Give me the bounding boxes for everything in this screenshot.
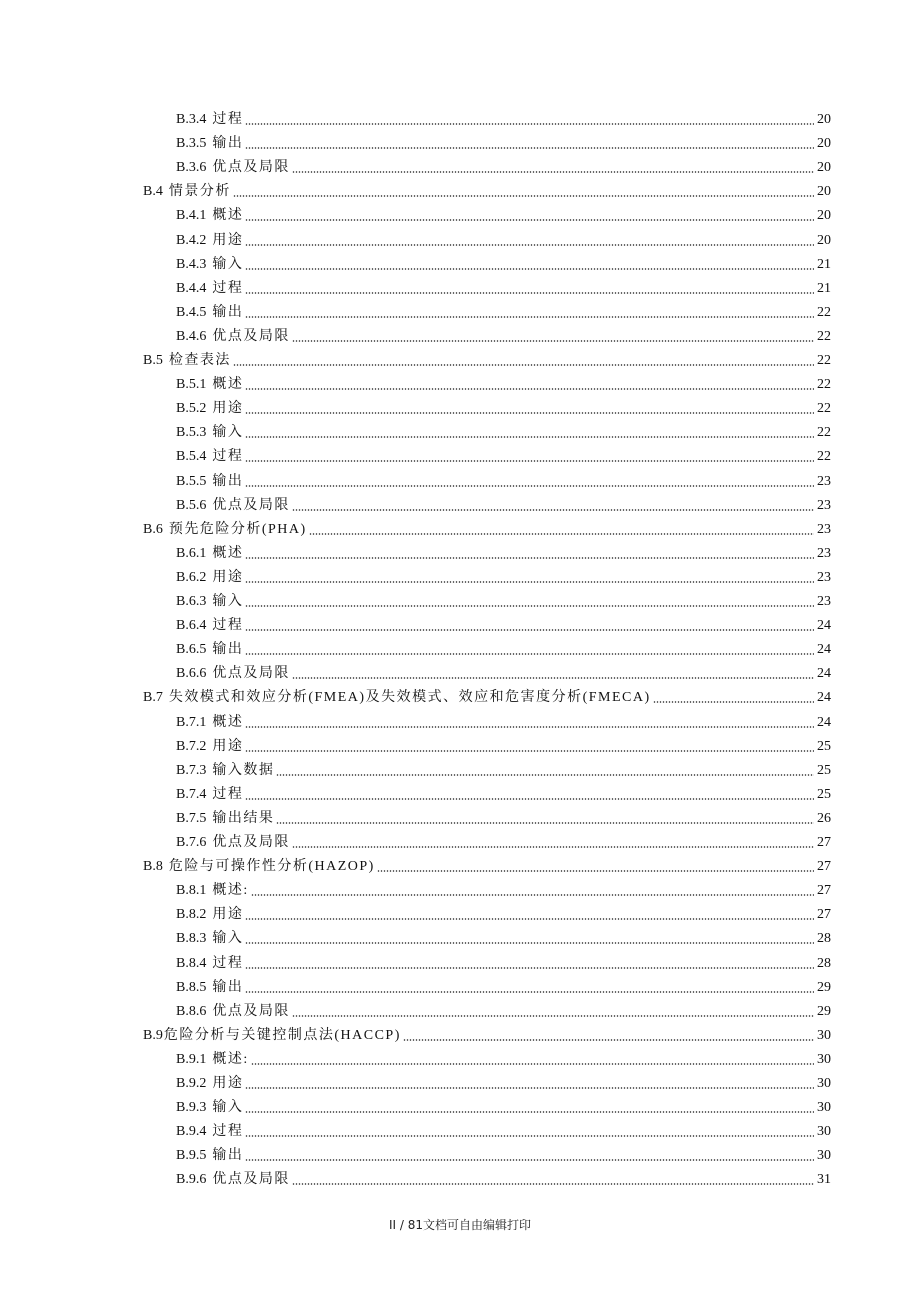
toc-entry-number: B.4 xyxy=(143,184,163,200)
toc-entry-title: 危险与可操作性分析(HAZOP) xyxy=(168,859,375,875)
toc-dot-leader xyxy=(233,195,814,197)
toc-entry-title: 过程 xyxy=(212,280,244,296)
toc-entry-title: 优点及局限 xyxy=(212,160,290,176)
toc-entry[interactable] xyxy=(176,327,831,347)
toc-dot-leader xyxy=(403,1039,814,1041)
toc-dot-leader xyxy=(276,774,814,776)
toc-entry-title: 情景分析 xyxy=(168,184,231,200)
toc-entry-title: 危险分析与关键控制点法(HACCP) xyxy=(163,1027,401,1043)
toc-entry-page: 29 xyxy=(817,979,831,995)
toc-entry-number: B.5 xyxy=(143,353,163,368)
toc-entry-title: 过程 xyxy=(212,955,244,971)
toc-entry[interactable] xyxy=(176,158,831,178)
toc-entry-page: 23 xyxy=(817,569,831,585)
toc-dot-leader xyxy=(245,653,814,655)
toc-entry-title: 用途 xyxy=(212,1076,244,1091)
toc-entry-page: 23 xyxy=(817,594,831,609)
toc-entry[interactable] xyxy=(176,785,831,805)
toc-entry[interactable] xyxy=(176,134,831,154)
toc-entry-number: B.9 xyxy=(143,1027,163,1043)
toc-dot-leader xyxy=(245,412,814,414)
toc-entry-number: B.8.4 xyxy=(176,955,207,971)
toc-dot-leader xyxy=(245,1111,814,1113)
toc-entry-number: B.6 xyxy=(143,521,163,537)
toc-entry-number: B.3.5 xyxy=(176,136,207,152)
toc-entry-page: 20 xyxy=(817,232,831,248)
toc-dot-leader xyxy=(653,701,814,703)
toc-entry-title: 输出 xyxy=(212,304,244,320)
toc-entry-number: B.4.4 xyxy=(176,280,207,296)
toc-entry-number: B.8 xyxy=(143,859,163,875)
toc-entry-page: 31 xyxy=(817,1172,831,1188)
toc-entry[interactable] xyxy=(176,713,831,733)
toc-entry[interactable] xyxy=(143,688,831,708)
toc-entry-page: 27 xyxy=(817,883,831,899)
toc-entry-number: B.4.3 xyxy=(176,256,207,272)
toc-entry-title: 概述 xyxy=(212,545,244,561)
toc-entry[interactable] xyxy=(176,1170,831,1190)
toc-entry-number: B.3.4 xyxy=(176,112,207,127)
toc-dot-leader xyxy=(245,991,814,993)
toc-entry-number: B.9.4 xyxy=(176,1124,207,1140)
toc-entry-number: B.9.3 xyxy=(176,1100,207,1116)
toc-entry[interactable] xyxy=(176,303,831,323)
toc-entry-number: B.7 xyxy=(143,690,163,706)
toc-entry[interactable] xyxy=(176,833,831,853)
toc-entry[interactable] xyxy=(176,954,831,974)
toc-entry-title: 输入 xyxy=(212,425,244,441)
toc-entry-page: 23 xyxy=(817,545,831,561)
toc-entry-number: B.5.6 xyxy=(176,497,207,513)
toc-entry-title: 概述: xyxy=(212,1051,249,1067)
toc-entry-number: B.5.3 xyxy=(176,425,207,441)
toc-entry-number: B.6.5 xyxy=(176,642,207,658)
toc-entry[interactable] xyxy=(176,472,831,492)
toc-dot-leader xyxy=(245,123,814,125)
toc-entry-number: B.8.6 xyxy=(176,1003,207,1019)
toc-entry-number: B.5.2 xyxy=(176,401,207,417)
toc-entry[interactable] xyxy=(176,1098,831,1118)
toc-dot-leader xyxy=(251,894,814,896)
toc-entry-page: 28 xyxy=(817,955,831,971)
toc-entry-title: 用途 xyxy=(212,738,244,754)
toc-entry-title: 过程 xyxy=(212,786,244,802)
toc-entry-title: 概述 xyxy=(212,377,244,393)
toc-dot-leader xyxy=(245,1135,814,1137)
toc-entry-title: 输入数据 xyxy=(212,762,275,778)
toc-entry-number: B.9.5 xyxy=(176,1148,207,1164)
toc-entry-title: 输出 xyxy=(212,1148,244,1164)
toc-dot-leader xyxy=(245,967,814,969)
toc-entry-number: B.7.2 xyxy=(176,738,207,754)
toc-entry-title: 输入 xyxy=(212,1100,244,1116)
toc-entry-title: 预先危险分析(PHA) xyxy=(168,521,307,537)
toc-entry-page: 25 xyxy=(817,738,831,754)
toc-entry-page: 30 xyxy=(817,1076,831,1091)
toc-dot-leader xyxy=(245,268,814,270)
toc-entry-page: 23 xyxy=(817,497,831,513)
toc-entry-title: 优点及局限 xyxy=(212,328,290,344)
toc-entry-title: 概述: xyxy=(212,883,249,899)
toc-dot-leader xyxy=(292,1183,814,1185)
toc-entry[interactable] xyxy=(176,616,831,636)
toc-entry[interactable] xyxy=(176,255,831,275)
toc-dot-leader xyxy=(292,1015,814,1017)
toc-entry-page: 30 xyxy=(817,1051,831,1067)
toc-entry[interactable] xyxy=(176,423,831,443)
toc-entry-number: B.7.4 xyxy=(176,786,207,802)
toc-entry-page: 30 xyxy=(817,1100,831,1116)
toc-entry[interactable] xyxy=(176,231,831,251)
toc-dot-leader xyxy=(245,485,814,487)
toc-entry-title: 输出 xyxy=(212,642,244,658)
toc-dot-leader xyxy=(245,942,814,944)
toc-entry-page: 20 xyxy=(817,208,831,224)
toc-entry-number: B.6.6 xyxy=(176,666,207,682)
toc-entry-number: B.6.1 xyxy=(176,545,207,561)
toc-dot-leader xyxy=(245,798,814,800)
toc-entry-page: 22 xyxy=(817,304,831,320)
toc-entry-number: B.8.1 xyxy=(176,883,207,899)
toc-entry-title: 优点及局限 xyxy=(212,666,290,682)
toc-entry[interactable] xyxy=(176,375,831,395)
toc-entry-number: B.9.2 xyxy=(176,1076,207,1091)
toc-dot-leader xyxy=(245,750,814,752)
toc-dot-leader xyxy=(245,918,814,920)
toc-entry[interactable] xyxy=(176,737,831,757)
toc-entry[interactable] xyxy=(176,978,831,998)
toc-entry-page: 30 xyxy=(817,1124,831,1140)
toc-entry-number: B.6.2 xyxy=(176,569,207,585)
toc-entry-title: 优点及局限 xyxy=(212,1172,290,1188)
toc-entry-page: 22 xyxy=(817,401,831,417)
toc-entry-page: 30 xyxy=(817,1027,831,1043)
toc-entry-title: 检查表法 xyxy=(168,353,231,368)
toc-entry[interactable] xyxy=(143,857,831,877)
toc-entry[interactable] xyxy=(143,351,831,371)
toc-dot-leader xyxy=(245,436,814,438)
toc-entry-title: 输入 xyxy=(212,256,244,272)
toc-entry-number: B.3.6 xyxy=(176,160,207,176)
toc-entry[interactable] xyxy=(176,1074,831,1094)
toc-entry[interactable] xyxy=(176,496,831,516)
toc-entry-title: 过程 xyxy=(212,618,244,634)
toc-dot-leader xyxy=(309,533,814,535)
toc-dot-leader xyxy=(245,147,814,149)
toc-dot-leader xyxy=(292,340,814,342)
toc-entry-title: 失效模式和效应分析(FMEA)及失效模式、效应和危害度分析(FMECA) xyxy=(168,690,651,706)
toc-dot-leader xyxy=(251,1063,814,1065)
toc-entry-title: 优点及局限 xyxy=(212,835,290,850)
toc-entry[interactable] xyxy=(176,809,831,829)
toc-dot-leader xyxy=(245,629,814,631)
page-footer: II / 81文档可自由编辑打印 xyxy=(388,1218,532,1232)
toc-entry-number: B.5.1 xyxy=(176,377,207,393)
toc-dot-leader xyxy=(245,1087,814,1089)
toc-entry[interactable] xyxy=(176,881,831,901)
toc-entry[interactable] xyxy=(176,279,831,299)
toc-entry[interactable] xyxy=(176,110,831,130)
toc-entry-page: 21 xyxy=(817,280,831,296)
toc-entry-number: B.7.5 xyxy=(176,810,207,826)
toc-entry-number: B.7.6 xyxy=(176,835,207,850)
toc-entry[interactable] xyxy=(143,182,831,202)
toc-entry-number: B.6.4 xyxy=(176,618,207,634)
toc-entry[interactable] xyxy=(176,929,831,949)
toc-entry-number: B.6.3 xyxy=(176,594,207,609)
toc-entry-page: 20 xyxy=(817,160,831,176)
toc-entry[interactable] xyxy=(176,1122,831,1142)
toc-entry-title: 过程 xyxy=(212,112,244,127)
toc-entry-page: 27 xyxy=(817,835,831,850)
toc-entry-title: 过程 xyxy=(212,449,244,465)
toc-entry[interactable] xyxy=(176,1002,831,1022)
toc-entry[interactable] xyxy=(176,1146,831,1166)
toc-entry[interactable] xyxy=(143,1026,831,1046)
toc-entry[interactable] xyxy=(176,568,831,588)
toc-entry-page: 24 xyxy=(817,618,831,634)
toc-entry[interactable] xyxy=(176,544,831,564)
toc-entry-page: 24 xyxy=(817,642,831,658)
toc-dot-leader xyxy=(292,509,814,511)
toc-entry-page: 27 xyxy=(817,907,831,923)
toc-entry-page: 25 xyxy=(817,762,831,778)
toc-dot-leader xyxy=(292,677,814,679)
toc-entry[interactable] xyxy=(176,664,831,684)
toc-entry[interactable] xyxy=(176,905,831,925)
toc-entry-page: 20 xyxy=(817,184,831,200)
toc-entry-page: 20 xyxy=(817,112,831,127)
toc-dot-leader xyxy=(245,605,814,607)
toc-dot-leader xyxy=(292,171,814,173)
toc-entry-title: 用途 xyxy=(212,569,244,585)
toc-entry-title: 用途 xyxy=(212,232,244,248)
toc-entry-page: 22 xyxy=(817,328,831,344)
toc-dot-leader xyxy=(233,364,814,366)
toc-entry[interactable] xyxy=(176,1050,831,1070)
toc-dot-leader xyxy=(276,822,814,824)
toc-entry-page: 21 xyxy=(817,256,831,272)
toc-entry-page: 23 xyxy=(817,521,831,537)
toc-dot-leader xyxy=(245,1159,814,1161)
toc-dot-leader xyxy=(245,726,814,728)
toc-entry-number: B.4.6 xyxy=(176,328,207,344)
toc-entry-title: 输入 xyxy=(212,594,244,609)
toc-dot-leader xyxy=(292,846,814,848)
toc-entry-page: 23 xyxy=(817,473,831,489)
toc-entry-number: B.4.5 xyxy=(176,304,207,320)
toc-entry-number: B.8.2 xyxy=(176,907,207,923)
toc-entry[interactable] xyxy=(143,520,831,540)
toc-entry-title: 概述 xyxy=(212,208,244,224)
toc-entry-page: 27 xyxy=(817,859,831,875)
toc-entry-page: 30 xyxy=(817,1148,831,1164)
toc-entry-number: B.8.5 xyxy=(176,979,207,995)
toc-entry-page: 26 xyxy=(817,810,831,826)
toc-entry-number: B.7.1 xyxy=(176,714,207,730)
toc-entry[interactable] xyxy=(176,447,831,467)
toc-entry[interactable] xyxy=(176,761,831,781)
toc-entry-title: 过程 xyxy=(212,1124,244,1140)
toc-entry[interactable] xyxy=(176,399,831,419)
toc-entry-number: B.4.2 xyxy=(176,232,207,248)
toc-dot-leader xyxy=(245,388,814,390)
toc-entry-number: B.9.1 xyxy=(176,1051,207,1067)
toc-entry-title: 输出 xyxy=(212,979,244,995)
toc-entry-title: 用途 xyxy=(212,907,244,923)
toc-dot-leader xyxy=(245,219,814,221)
toc-dot-leader xyxy=(245,316,814,318)
toc-entry-number: B.9.6 xyxy=(176,1172,207,1188)
toc-entry-page: 22 xyxy=(817,449,831,465)
toc-entry-number: B.8.3 xyxy=(176,931,207,947)
toc-entry-title: 输出结果 xyxy=(212,810,275,826)
toc-entry[interactable] xyxy=(176,640,831,660)
toc-entry-page: 24 xyxy=(817,714,831,730)
toc-entry-title: 输出 xyxy=(212,473,244,489)
toc-entry[interactable] xyxy=(176,206,831,226)
toc-dot-leader xyxy=(245,581,814,583)
toc-entry-title: 输出 xyxy=(212,136,244,152)
toc-entry-title: 概述 xyxy=(212,714,244,730)
toc-entry-page: 29 xyxy=(817,1003,831,1019)
toc-entry-number: B.4.1 xyxy=(176,208,207,224)
toc-entry-page: 22 xyxy=(817,353,831,368)
toc-entry-number: B.5.5 xyxy=(176,473,207,489)
toc-entry-page: 22 xyxy=(817,425,831,441)
toc-entry-page: 25 xyxy=(817,786,831,802)
toc-dot-leader xyxy=(245,292,814,294)
toc-dot-leader xyxy=(245,244,814,246)
toc-entry-number: B.7.3 xyxy=(176,762,207,778)
toc-entry-page: 20 xyxy=(817,136,831,152)
toc-dot-leader xyxy=(245,460,814,462)
toc-dot-leader xyxy=(245,557,814,559)
toc-entry-title: 优点及局限 xyxy=(212,497,290,513)
toc-entry-title: 用途 xyxy=(212,401,244,417)
toc-entry-page: 28 xyxy=(817,931,831,947)
toc-entry-page: 24 xyxy=(817,690,831,706)
toc-entry-page: 22 xyxy=(817,377,831,393)
toc-entry-number: B.5.4 xyxy=(176,449,207,465)
toc-entry[interactable] xyxy=(176,592,831,612)
toc-entry-title: 输入 xyxy=(212,931,244,947)
toc-entry-page: 24 xyxy=(817,666,831,682)
toc-dot-leader xyxy=(377,870,814,872)
toc-entry-title: 优点及局限 xyxy=(212,1003,290,1019)
